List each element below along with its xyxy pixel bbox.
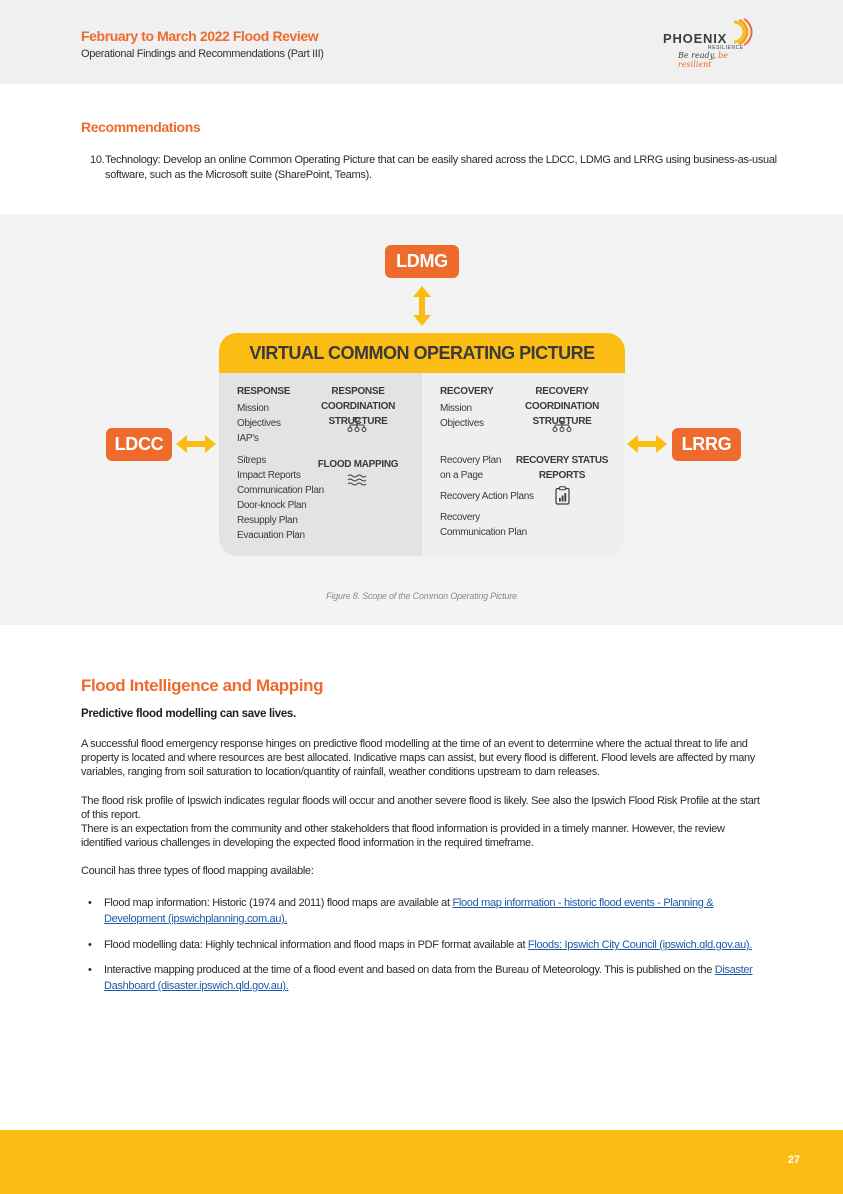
- recovery-comm-line-2: Communication Plan: [440, 527, 527, 538]
- response-item: IAP's: [237, 433, 259, 444]
- recovery-comm-line-1: Recovery: [440, 512, 480, 523]
- figure-caption: Figure 8. Scope of the Common Operating Picture: [326, 591, 517, 601]
- page-header: [0, 0, 843, 84]
- logo-tagline-b: be resilient: [678, 51, 729, 69]
- recovery-status-line-2: REPORTS: [538, 470, 586, 481]
- logo-tagline: [678, 51, 760, 69]
- list-item: [88, 895, 768, 927]
- paragraph-risk-profile: The flood risk profile of Ipswich indicates regular floods will occur and another severe flood is likely. See also the Ipswich Flood Risk Profile at the start of this report.: [81, 795, 760, 821]
- recovery-status-heading: [507, 453, 617, 483]
- lead-statement: Predictive flood modelling can save lives.: [81, 708, 296, 720]
- paragraph-modelling: A successful flood emergency response hinges on predictive flood modelling at the time of an event to determine where the actual threat to life and property is located and where resources are best allocated. Indicative maps can assist, but every flood is different. Flood levels are affected by many variables, ranging from soil saturation to location/quantity of rainfall, weather conditions upstream to dam releases.: [81, 738, 755, 778]
- sun-arc-icon: [728, 18, 756, 46]
- response-item: Objectives: [237, 418, 281, 429]
- bullet-text: Interactive mapping produced at the time of a flood event and based on data from the Bureau of Meteorology. This is published on the: [104, 964, 715, 976]
- cop-title: VIRTUAL COMMON OPERATING PICTURE: [249, 343, 595, 363]
- recovery-communication-plan: [440, 510, 527, 540]
- bullet-dot: •: [88, 939, 92, 951]
- recovery-status-line-1: RECOVERY STATUS: [515, 455, 609, 466]
- response-item: Door-knock Plan: [237, 500, 307, 511]
- response-item: Evacuation Plan: [237, 530, 305, 541]
- logo-subname: RESILIENCE: [708, 45, 744, 51]
- recovery-plan-line-2: on a Page: [440, 470, 483, 481]
- list-item: [88, 937, 768, 953]
- page-number: 27: [787, 1154, 800, 1166]
- recovery-heading: RECOVERY: [440, 386, 494, 397]
- response-item: Sitreps: [237, 455, 267, 466]
- document-subtitle: Operational Findings and Recommendations (Part III): [81, 48, 324, 60]
- recommendations-heading: Recommendations: [81, 119, 201, 135]
- bullet-dot: •: [88, 897, 92, 909]
- recovery-plan-on-a-page: [440, 453, 501, 483]
- page-footer: [0, 1130, 843, 1194]
- paragraph-expectation: There is an expectation from the community and other stakeholders that flood information is provided in a timely manner. However, the review identified various challenges in developing the expected flood information in the required timeframe.: [81, 823, 725, 849]
- recovery-coordination-line-2: STRUCTURE: [532, 416, 592, 427]
- logo-tagline-a: Be ready,: [678, 51, 716, 60]
- list-item: [88, 962, 768, 994]
- recovery-action-plans: Recovery Action Plans: [440, 491, 534, 502]
- response-coordination-line-1: RESPONSE COORDINATION: [321, 386, 395, 412]
- clipboard-chart-icon: [555, 486, 570, 505]
- right-double-arrow-icon: [627, 435, 667, 453]
- response-group-1: [237, 401, 281, 446]
- response-item: Communication Plan: [237, 485, 324, 496]
- response-item: Resupply Plan: [237, 515, 298, 526]
- response-heading: RESPONSE: [237, 386, 291, 397]
- org-structure-icon: [347, 417, 367, 433]
- logo-wordmark: PHOENIX: [663, 31, 728, 46]
- vertical-double-arrow-icon: [412, 286, 432, 326]
- water-waves-icon: [347, 474, 367, 488]
- response-item: Impact Reports: [237, 470, 301, 481]
- phoenix-resilience-logo: [660, 18, 760, 69]
- flood-mapping-heading: FLOOD MAPPING: [317, 459, 399, 470]
- common-operating-picture-box: [219, 333, 625, 556]
- disaster-dashboard-link[interactable]: Disaster Dashboard (disaster.ipswich.qld.gov.au).: [104, 964, 753, 992]
- cop-header-band: [219, 333, 625, 373]
- recovery-plan-line-1: Recovery Plan: [440, 455, 502, 466]
- recommendation-item: [90, 153, 780, 183]
- recommendation-number: 10.: [90, 154, 105, 166]
- bullet-text: Flood modelling data: Highly technical information and flood maps in PDF format available at: [104, 939, 528, 951]
- flood-map-information-link[interactable]: Flood map information - historic flood events - Planning & Development (ipswichplanning.com.au).: [104, 897, 714, 925]
- flood-intelligence-heading: Flood Intelligence and Mapping: [81, 676, 324, 695]
- ipswich-floods-link[interactable]: Floods: Ipswich City Council (ipswich.qld.gov.au).: [527, 939, 752, 951]
- recovery-item: Objectives: [440, 418, 484, 429]
- paragraph-mapping-types: Council has three types of flood mapping available:: [81, 865, 314, 877]
- left-double-arrow-icon: [176, 435, 216, 453]
- recovery-group-1: [440, 401, 484, 431]
- lrrg-node: LRRG: [672, 428, 741, 461]
- recovery-item: Mission: [440, 403, 472, 414]
- ldmg-node: LDMG: [385, 245, 459, 278]
- response-coordination-line-2: STRUCTURE: [328, 416, 388, 427]
- org-structure-icon: [552, 417, 572, 433]
- ldcc-node: LDCC: [106, 428, 172, 461]
- recovery-coordination-line-1: RECOVERY COORDINATION: [525, 386, 599, 412]
- document-title: February to March 2022 Flood Review: [81, 28, 319, 44]
- bullet-dot: •: [88, 964, 92, 976]
- recommendation-text: Technology: Develop an online Common Operating Picture that can be easily shared across the LDCC, LDMG and LRRG using business-as-usual software, such as the Microsoft suite (SharePoint, Teams).: [105, 154, 777, 181]
- bullet-text: Flood map information: Historic (1974 and 2011) flood maps are available at: [104, 897, 453, 909]
- response-item: Mission: [237, 403, 269, 414]
